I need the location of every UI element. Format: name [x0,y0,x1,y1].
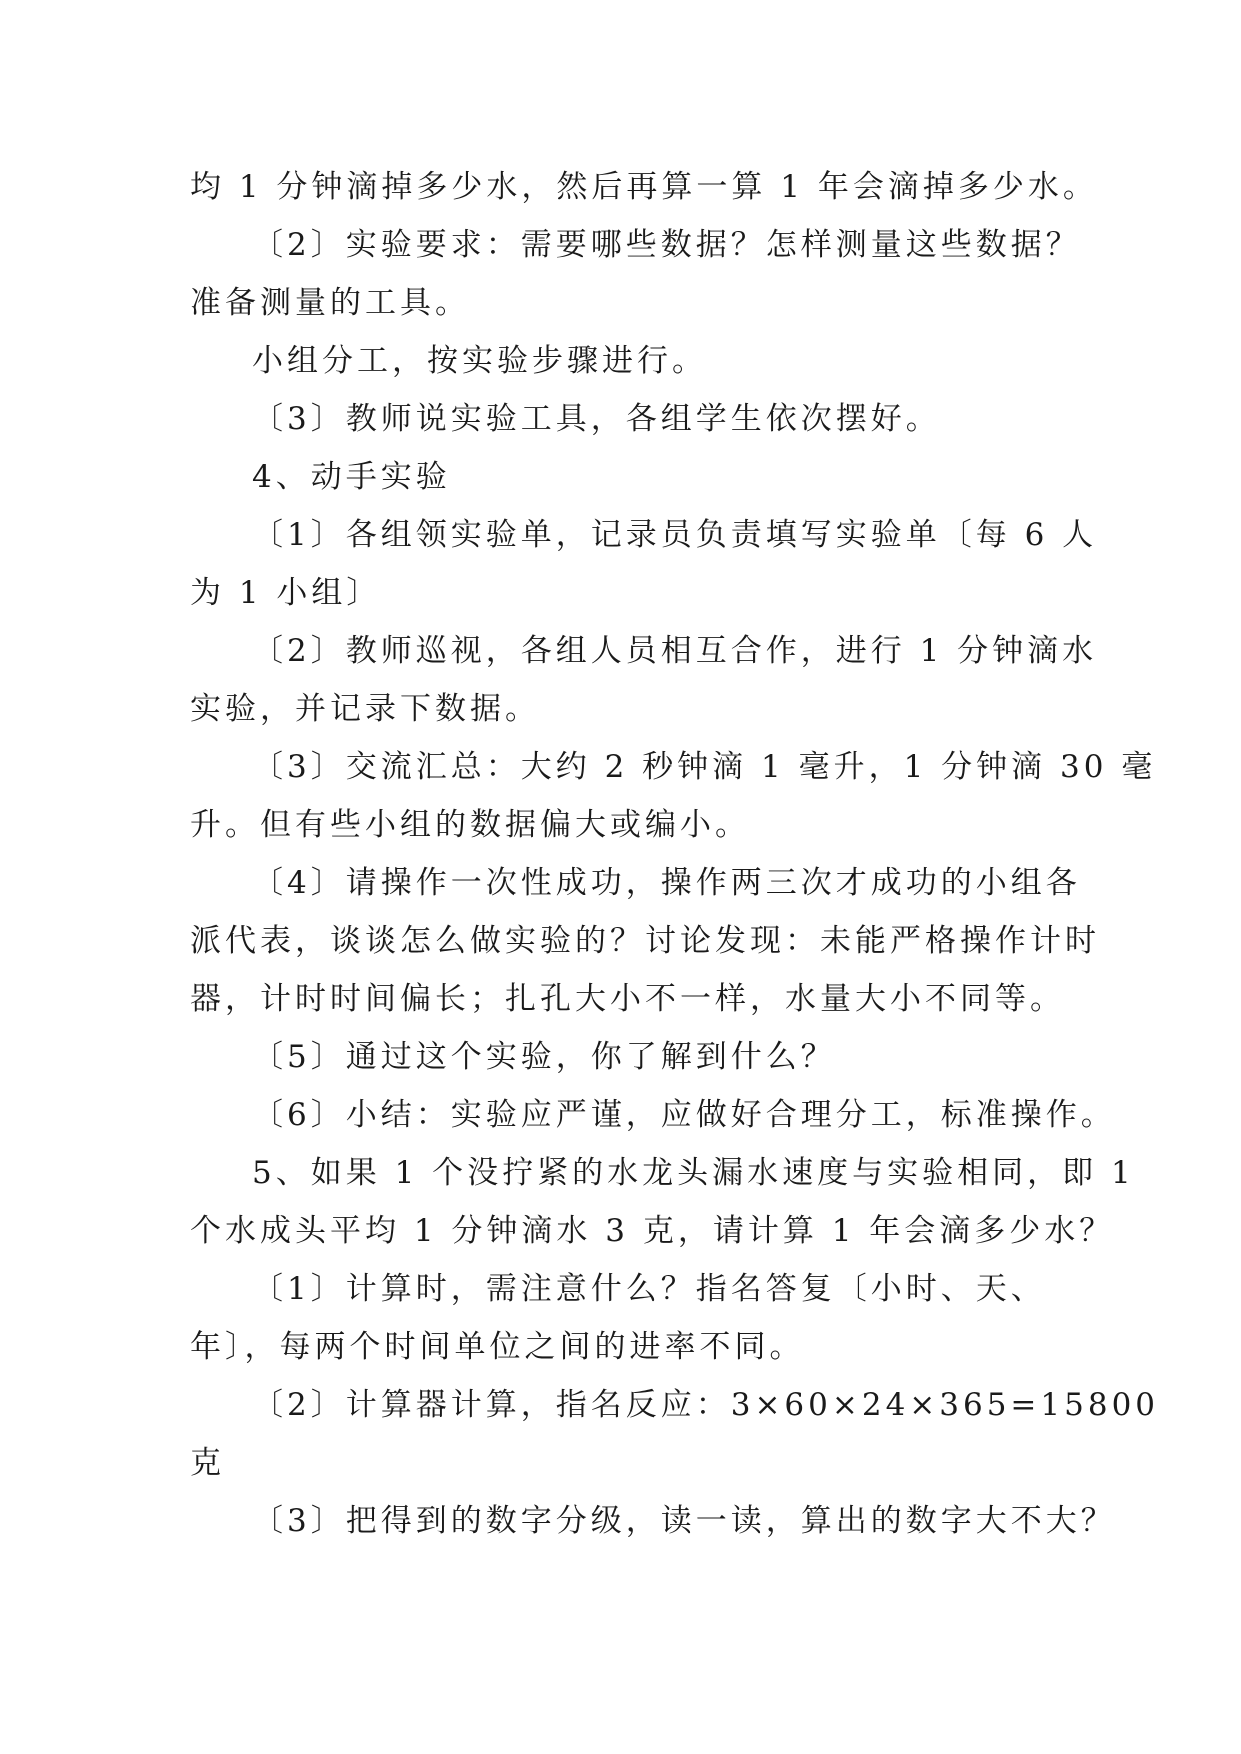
text-line-20: 〔1〕计算时，需注意什么？指名答复〔小时、天、 [252,1271,1046,1307]
text-line-2: 〔2〕实验要求：需要哪些数据？怎样测量这些数据？ [252,227,1081,263]
text-line-9: 〔2〕教师巡视，各组人员相互合作，进行 1 分钟滴水 [252,633,1098,669]
text-line-10: 实验，并记录下数据。 [190,691,540,727]
text-line-8: 为 1 小组〕 [190,575,382,611]
document-body [190,158,1160,1550]
text-line-4: 小组分工，按实验步骤进行。 [252,343,707,379]
text-line-7: 〔1〕各组领实验单，记录员负责填写实验单〔每 6 人 [252,517,1098,553]
text-line-5: 〔3〕教师说实验工具，各组学生依次摆好。 [252,401,941,437]
section-heading-4: 4、动手实验 [252,459,451,495]
text-line-13: 〔4〕请操作一次性成功，操作两三次才成功的小组各 [252,865,1081,901]
text-line-24: 〔3〕把得到的数字分级，读一读，算出的数字大不大？ [252,1503,1116,1539]
text-line-23: 克 [190,1445,225,1481]
text-line-22: 〔2〕计算器计算，指名反应：3×60×24×365=15800 [252,1387,1160,1423]
text-line-12: 升。但有些小组的数据偏大或编小。 [190,807,750,843]
text-line-11: 〔3〕交流汇总：大约 2 秒钟滴 1 毫升，1 分钟滴 30 毫 [252,749,1157,785]
text-line-3: 准备测量的工具。 [190,285,470,321]
text-line-14: 派代表，谈谈怎么做实验的？讨论发现：未能严格操作计时 [190,923,1100,959]
text-line-1: 均 1 分钟滴掉多少水，然后再算一算 1 年会滴掉多少水。 [190,169,1098,205]
text-line-17: 〔6〕小结：实验应严谨，应做好合理分工，标准操作。 [252,1097,1116,1133]
text-line-16: 〔5〕通过这个实验，你了解到什么？ [252,1039,836,1075]
text-line-19: 个水成头平均 1 分钟滴水 3 克，请计算 1 年会滴多少水？ [190,1213,1115,1249]
section-heading-5: 5、如果 1 个没拧紧的水龙头漏水速度与实验相同，即 1 [252,1155,1135,1191]
text-line-21: 年〕，每两个时间单位之间的进率不同。 [190,1329,805,1365]
text-line-15: 器，计时时间偏长；扎孔大小不一样，水量大小不同等。 [190,981,1065,1017]
